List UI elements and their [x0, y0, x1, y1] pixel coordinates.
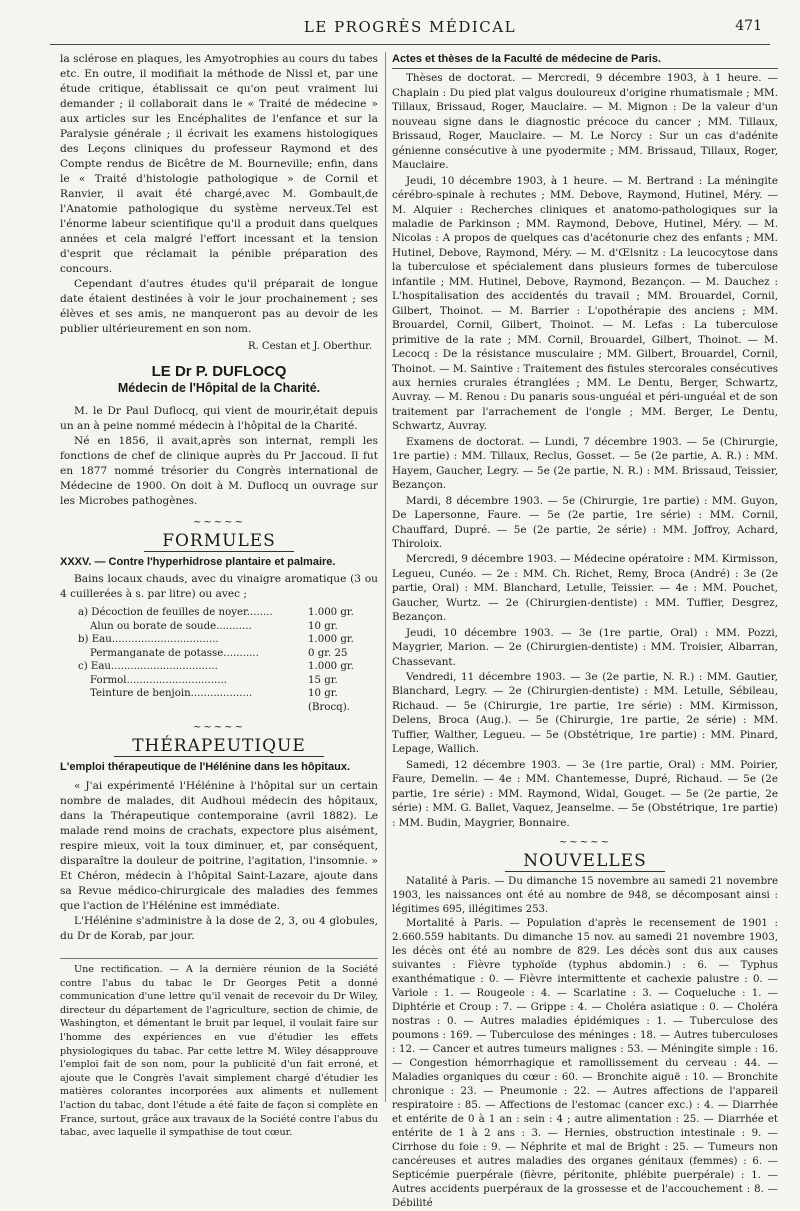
journal-title: LE PROGRÈS MÉDICAL	[303, 18, 517, 36]
rectification-note: Une rectification. — A la dernière réunion de la Société contre l'abus du tabac le Dr Georges Petit a donné communication d'une lettre qu'il venait de recevoir du Dr Wiley, directeur du département de l'agriculture, section de chimie, de Washington, et démentant le bruit par lequel, il voulait faire sur l'homme des expériences en vue d'étudier les effets physiologiques du tabac. Par cette lettre M. Wiley désapprouve l'emploi fait de son nom, pour la publicité d'un fait erroné, et ajoute que le Congrès l'avait simplement chargé d'étudier les matières colorantes incorporées aux aliments et nullement l'action du tabac, dont l'étude a été faite de façon si complète en France, surtout, grâce aux travaux de la Société contre l'abus du tabac, avec laquelle il sympathise de tout cœur.	[60, 958, 378, 1140]
section-heading-therapeutique	[60, 736, 378, 756]
formula-title: XXXV. — Contre l'hyperhidrose plantaire et palmaire.	[60, 556, 336, 568]
signature: R. Cestan et J. Oberthur.	[248, 341, 372, 352]
page-number: 471	[735, 18, 762, 34]
exams-paragraph: Mercredi, 9 décembre 1903. — Médecine opératoire : MM. Kirmisson, Legueu, Cunéo. — 2e : MM. Ch. Richet, Remy, Broca (André) : 3e (2e partie, Oral) : MM. Blanchard, Letulle, Teissier. — 4e : MM. Pouchet, Gaucher, Wurtz. — 2e (Chirurgien-dentiste) : MM. Tuffier, Desgrez, Bezançon.	[392, 553, 778, 624]
exams-paragraph: Jeudi, 10 décembre 1903. — 3e (1re partie, Oral) : MM. Pozzi, Maygrier, Marion. — 2e (Chirurgien-dentiste) : MM. Troisier, Albarran, Chassevant.	[392, 626, 778, 668]
recipe-row	[78, 647, 378, 661]
obituary-paragraph: M. le Dr Paul Duflocq, qui vient de mourir,était depuis un an à peine nommé médecin à l'hôpital de la Charité.	[60, 405, 378, 432]
obituary-paragraph: Né en 1856, il avait,après son internat, rempli les fonctions de chef de clinique auprès du Pr Jaccoud. Il fut en 1877 nommé trésorier du Congrès international de Médecine de 1900. On doit à M. Duflocq un ouvrage sur les Microbes pathogènes.	[60, 435, 378, 507]
recipe-value: 0 gr. 25	[308, 647, 348, 659]
recipe-row	[78, 687, 378, 701]
recipe-value: 1.000 gr.	[308, 607, 354, 618]
ornament-divider: ~~~~~	[559, 837, 611, 849]
formula-intro: Bains locaux chauds, avec du vinaigre aromatique (3 ou 4 cuillerées à s. par litre) ou avec ;	[60, 573, 378, 600]
recipe-row	[78, 606, 378, 620]
recipe-value: 10 gr.	[308, 688, 338, 699]
theses-paragraph: Jeudi, 10 décembre 1903, à 1 heure. — M. Bertrand : La méningite cérébro-spinale à rechutes ; MM. Debove, Raymond, Hutinel, Méry. — M. Alquier : Recherches cliniques et anatomo-pathologiques sur la maladie de Parkinson ; MM. Raymond, Debove, Hutinel, Méry. — M. Nicolas : A propos de quelques cas d'acétonurie chez des enfants ; MM. Hutinel, Debove, Raymond, Méry. — M. d'Œlsnitz : La leucocytose dans la tuberculose et spécialement dans plusieurs formes de tuberculose infantile ; MM. Hutinel, Debove, Raymond, Bezançon. — M. Dauchez : L'hospitalisation des accidentés du travail ; MM. Brouardel, Cornil, Gilbert, Thoinot. — M. Barrier : L'opothérapie des anciens ; MM. Brouardel, Cornil, Gilbert, Thoinot. — M. Lefas : La tuberculose primitive de la rate ; MM. Cornil, Brouardel, Gilbert, Thoinot. — M. Lecocq : De la résistance musculaire ; MM. Gilbert, Brouardel, Cornil, Thoinot. — M. Saintive : Traitement des fistules stercorales consécutives aux hernies crurales étranglées ; MM. Le Dentu, Berger, Schwartz, Auvray. — M. Renou : Du panaris sous-unguéal et péri-unguéal et de son traitement par l'arrachement de l'ongle ; MM. Berger, Le Dentu, Schwartz, Auvray.	[392, 174, 778, 433]
recipe-row	[78, 701, 378, 715]
exams-paragraph: Samedi, 12 décembre 1903. — 3e (1re partie, Oral) : MM. Poirier, Faure, Demelin. — 4e : MM. Chantemesse, Dupré, Richaud. — 5e (2e partie, 1re série) : MM. Raymond, Widal, Gouget. — 5e (2e partie, 2e série) : MM. G. Ballet, Vaquez, Jeanselme. — 5e (Obstétrique, 1re partie) : MM. Budin, Maygrier, Bonnaire.	[392, 758, 778, 829]
intro-paragraph: la sclérose en plaques, les Amyotrophies au cours du tabes etc. En outre, il modifiait la méthode de Nissl et, par une étude critique, établissait ce qu'on peut vraiment lui demander ; il collaborait dans le « Traité de médecine » aux articles sur les Encéphalites de l'enfance et sur la Paralysie générale ; il écrivait les examens histologiques des Leçons cliniques du professeur Raymond et des Compte rendus de Bicêtre de M. Bourneville; enfin, dans le « Traité d'histologie pathologique » de Cornil et Ranvier, il avait été chargé,avec M. Gombault,de l'Anatomie pathologique du système nerveux.Tel est l'énorme labeur scientifique qu'il a produit dans quelques années et cela malgré l'effort incessant et la tension d'esprit que réclamait la pénible préparation des concours.	[60, 53, 378, 275]
recipe-label: Alun ou borate de soude...........	[90, 620, 252, 632]
intro-paragraph: Cependant d'autres études qu'il préparait de longue date étaient destinées à voir le jour prochainement ; ses élèves et ses amis, ne manqueront pas au devoir de les publier ultérieurement en son nom.	[60, 278, 378, 335]
recipe-value: 1.000 gr.	[308, 661, 354, 672]
nouvelles-heading-text: NOUVELLES	[505, 851, 664, 872]
recipe-label: a) Décoction de feuilles de noyer........	[78, 607, 273, 618]
obituary-title: LE Dr P. DUFLOCQ	[151, 363, 287, 380]
recipe-label: b) Eau.................................	[78, 634, 219, 645]
recipe-list	[78, 606, 378, 714]
ornament-divider: ~~~~~	[193, 517, 245, 528]
recipe-label: Teinture de benjoin...................	[90, 688, 253, 699]
recipe-row	[78, 674, 378, 688]
recipe-label: Permanganate de potasse...........	[90, 647, 259, 659]
recipe-source: (Brocq).	[308, 701, 350, 713]
faculty-acts-heading: Actes et thèses de la Faculté de médecine de Paris.	[392, 52, 778, 69]
recipe-row	[78, 620, 378, 634]
recipe-row	[78, 633, 378, 647]
section-heading-formules	[60, 531, 378, 551]
formules-heading-text: FORMULES	[144, 531, 294, 552]
recipe-value: 10 gr.	[308, 620, 338, 632]
right-column	[392, 52, 778, 1211]
section-heading-nouvelles	[392, 851, 778, 872]
recipe-row	[78, 660, 378, 674]
exams-paragraph: Vendredi, 11 décembre 1903. — 3e (2e partie, N. R.) : MM. Gautier, Blanchard, Legry. — 2e (Chirurgien-dentiste) : MM. Letulle, Sébileau, Richaud. — 5e (Chirurgie, 1re partie, 1re série) : MM. Kirmisson, Delens, Broca (Aug.). — 5e (Chirurgie, 1re partie, 2e série) : MM. Tuffier, Walther, Legueu. — 5e (Obstétrique, 1re partie) : MM. Pinard, Lepage, Wallich.	[392, 671, 778, 756]
left-column	[60, 52, 378, 1140]
obituary-subtitle: Médecin de l'Hôpital de la Charité.	[117, 381, 321, 395]
recipe-value: 15 gr.	[308, 674, 338, 686]
page-header	[50, 14, 770, 45]
exams-paragraph: Examens de doctorat. — Lundi, 7 décembre 1903. — 5e (Chirurgie, 1re partie) : MM. Tillaux, Reclus, Gosset. — 5e (2e partie, A. R.) : MM. Hayem, Gaucher, Legry. — 5e (2e partie, N. R.) : MM. Brissaud, Teissier, Bezançon.	[392, 435, 778, 492]
recipe-label: c) Eau.................................	[78, 661, 218, 672]
exams-paragraph: Mardi, 8 décembre 1903. — 5e (Chirurgie, 1re partie) : MM. Guyon, De Lapersonne, Faure. — 5e (2e partie, 1re série) : MM. Cornil, Chauffard, Dupré. — 5e (2e partie, 2e série) : MM. Joffroy, Achard, Thiroloix.	[392, 494, 778, 550]
news-paragraph: Mortalité à Paris. — Population d'après le recensement de 1901 : 2.660.559 habitants. Du dimanche 15 nov. au samedi 21 novembre 1903, les décès ont été au nombre de 829. Les décès sont dus aux causes suivantes : Fièvre typhoïde (typhus abdomin.) : 6. — Typhus exanthématique : 0. — Fièvre intermittente et cachexie palustre : 0. — Variole : 1. — Rougeole : 4. — Scarlatine : 3. — Coqueluche : 1. — Diphtérie et Croup : 7. — Grippe : 4. — Choléra asiatique : 0. — Choléra nostras : 0. — Autres maladies épidémiques : 1. — Tuberculose des poumons : 169. — Tuberculose des méninges : 18. — Autres tuberculoses : 12. — Cancer et autres tumeurs malignes : 53. — Méningite simple : 16. — Congestion hémorrhagique et ramollissement du cerveau : 44. — Maladies organiques du cœur : 60. — Bronchite aiguë : 10. — Bronchite chronique : 23. — Pneumonie : 22. — Autres affections de l'appareil respiratoire : 85. — Affections de l'estomac (cancer exc.) : 4. — Diarrhée et entérite de 0 à 1 an : sein : 4 ; autre alimentation : 25. — Diarrhée et entérite de 1 à 2 ans : 3. — Hernies, obstruction intestinale : 9. — Cirrhose du foie : 9. — Néphrite et mal de Bright : 25. — Tumeurs non cancéreuses et autres maladies des organes génitaux (femmes) : 6. — Septicémie puerpérale (fièvre, péritonite, phlébite puerpérale) : 1. — Autres accidents puerpéraux de la grossesse et de l'accouchement : 8. — Débilité	[392, 917, 778, 1209]
column-divider	[385, 52, 386, 1102]
ornament-divider: ~~~~~	[193, 722, 245, 733]
news-paragraph: Natalité à Paris. — Du dimanche 15 novembre au samedi 21 novembre 1903, les naissances ont été au nombre de 948, se décomposant ainsi : légitimes 695, illégitimes 253.	[392, 875, 778, 915]
therapeutique-paragraph: L'Hélénine s'administre à la dose de 2, 3, ou 4 globules, du Dr de Korab, par jour.	[60, 915, 378, 942]
recipe-value: 1.000 gr.	[308, 634, 354, 645]
therapeutique-heading-text: THÉRAPEUTIQUE	[114, 736, 324, 757]
theses-paragraph: Thèses de doctorat. — Mercredi, 9 décembre 1903, à 1 heure. — Chaplain : Du pied plat valgus douloureux d'origine rhumatismale ; MM. Tillaux, Brissaud, Roger, Mauclaire. — M. Mignon : De la valeur d'un nouveau signe dans le diagnostic précoce du cancer ; MM. Tillaux, Brissaud, Roger, Mauclaire. — M. Le Norcy : Sur un cas d'adénite génienne consécutive à une pyodermite ; MM. Brissaud, Tillaux, Roger, Mauclaire.	[392, 72, 778, 172]
recipe-label: Formol...............................	[90, 674, 227, 686]
therapeutique-paragraph: « J'ai expérimenté l'Hélénine à l'hôpital sur un certain nombre de malades, dit Audhoui médecin des hôpitaux, dans la Thérapeutique contemporaine (avril 1882). Le malade rend moins de crachats, expectore plus aisément, respire mieux, voit la toux diminuer, et, par conséquent, disparaître la douleur de poitrine, l'agitation, l'insomnie. » Et Chéron, médecin à l'hôpital Saint-Lazare, ajoute dans sa Revue médico-chirurgicale des maladies des femmes que l'action de l'Hélénine est immédiate.	[60, 780, 378, 912]
therapeutique-title: L'emploi thérapeutique de l'Hélénine dans les hôpitaux.	[60, 761, 351, 773]
